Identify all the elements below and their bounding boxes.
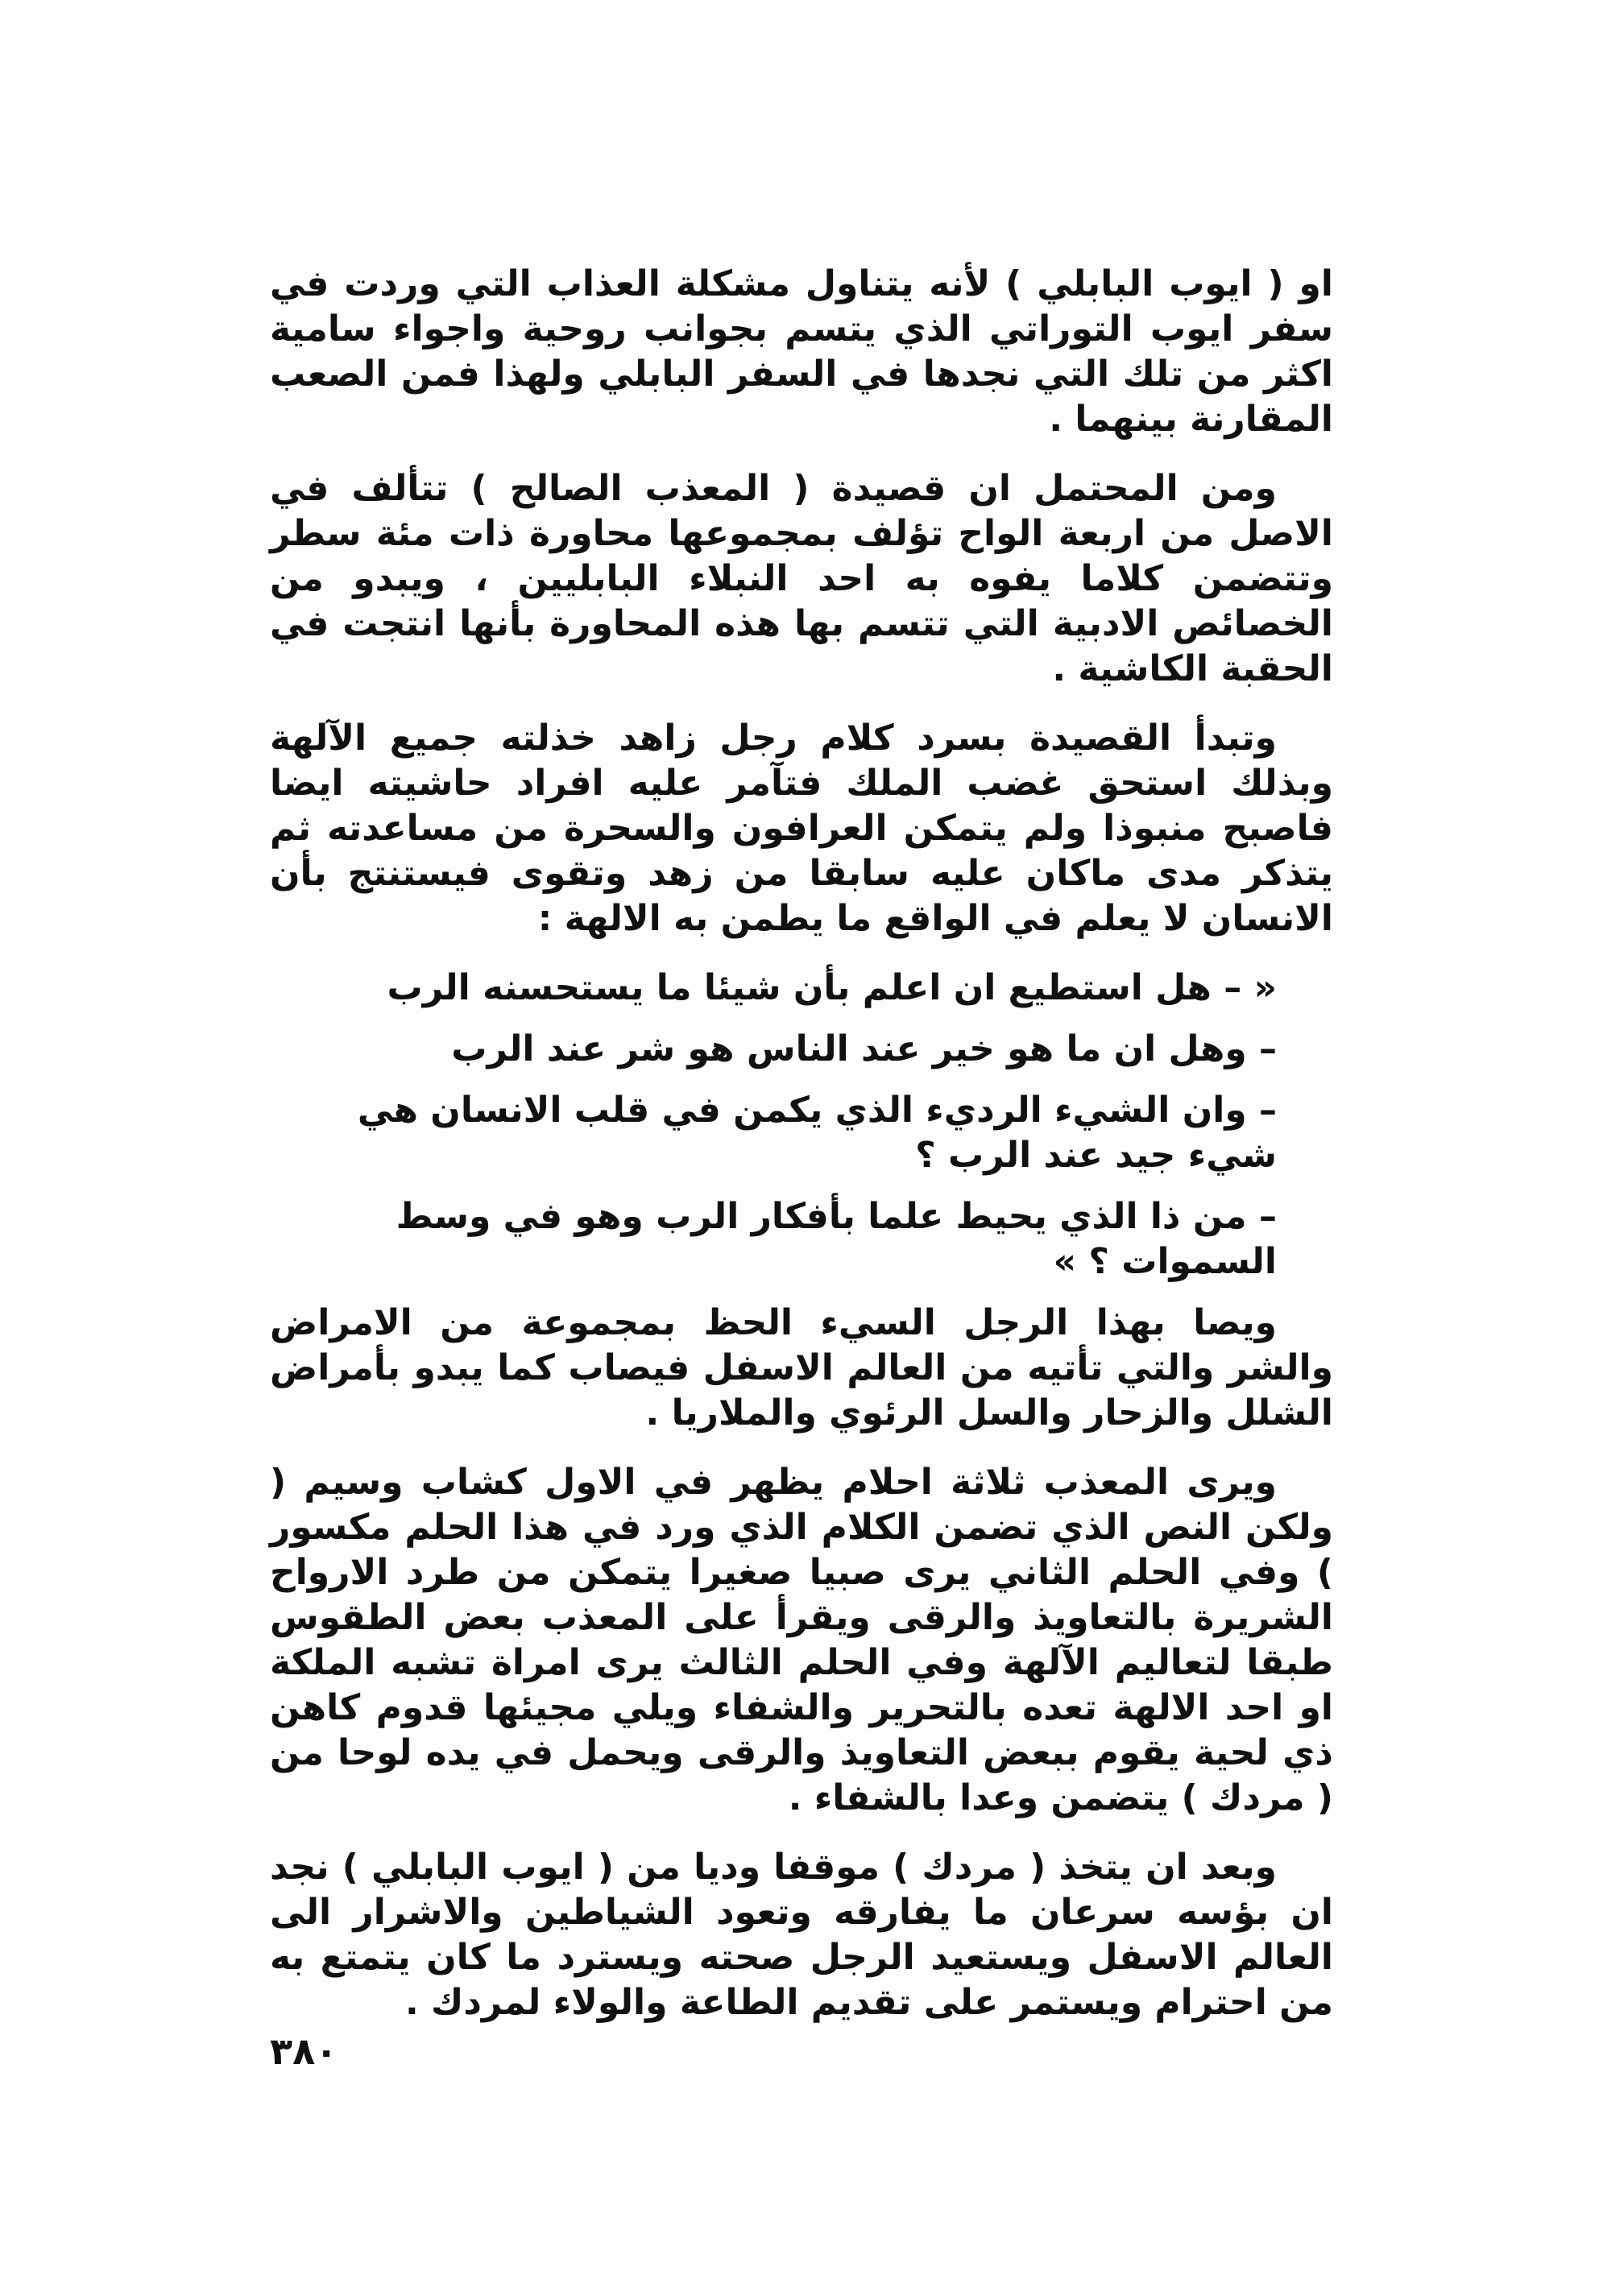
paragraph-1: او ( ايوب البابلي ) لأنه يتناول مشكلة العذاب التي وردت في سفر ايوب التوراتي الذي يتسم بجوانب روحية واجواء سامية اكثر من تلك التي نجدها في السفر البابلي ولهذا فمن الصعب المقارنة بينهما .: [270, 263, 1333, 440]
paragraph-6: وبعد ان يتخذ ( مردك ) موقفا وديا من ( ايوب البابلي ) نجد ان بؤسه سرعان ما يفارقه وتعود الشياطين والاشرار الى العالم الاسفل ويستعيد الرجل صحته ويسترد ما كان يتمتع به من احترام ويستمر على تقديم الطاعة والولاء لمردك .: [270, 1847, 1333, 2023]
verse-4: – من ذا الذي يحيط علما بأفكار الرب وهو في وسط السموات ؟ »: [396, 1196, 1277, 1282]
verse-1: « – هل استطيع ان اعلم بأن شيئا ما يستحسنه الرب: [387, 967, 1277, 1008]
paragraph-4: ويصا بهذا الرجل السيء الحظ بمجموعة من الامراض والشر والتي تأتيه من العالم الاسفل فيصاب كما يبدو بأمراض الشلل والزحار والسل الرئوي والملاريا .: [270, 1302, 1333, 1433]
verse-2: – وهل ان ما هو خير عند الناس هو شر عند الرب: [451, 1028, 1277, 1069]
verse-3: – وان الشيء الرديء الذي يكمن في قلب الانسان هي شيء جيد عند الرب ؟: [357, 1090, 1277, 1176]
page-number: ٣٨٠: [270, 2029, 338, 2073]
paragraph-3: وتبدأ القصيدة بسرد كلام رجل زاهد خذلته جميع الآلهة وبذلك استحق غضب الملك فتآمر عليه افراد حاشيته ايضا فاصبح منبوذا ولم يتمكن العرافون والسحرة من مساعدته ثم يتذكر مدى ماكان عليه سابقا من زهد وتقوى فيستنتج بأن الانسان لا يعلم في الواقع ما يطمن به الالهة :: [270, 718, 1333, 939]
paragraph-2: ومن المحتمل ان قصيدة ( المعذب الصالح ) تتألف في الاصل من اربعة الواح تؤلف بمجموعها محاورة ذات مئة سطر وتتضمن كلاما يفوه به احد النبلاء البابليين ، ويبدو من الخصائص الادبية التي تتسم بها هذه المحاورة بأنها انتجت في الحقبة الكاشية .: [270, 468, 1333, 689]
text-body: [270, 262, 1333, 2050]
paragraph-5: ويرى المعذب ثلاثة احلام يظهر في الاول كشاب وسيم ( ولكن النص الذي تضمن الكلام الذي ورد في هذا الحلم مكسور ) وفي الحلم الثاني يرى صبيا صغيرا يتمكن من طرد الارواح الشريرة بالتعاويذ والرقى ويقرأ على المعذب بعض الطقوس طبقا لتعاليم الآلهة وفي الحلم الثالث يرى امراة تشبه الملكة او احد الالهة تعده بالتحرير والشفاء ويلي مجيئها قدوم كاهن ذي لحية يقوم ببعض التعاويذ والرقى ويحمل في يده لوحا من ( مردك ) يتضمن وعدا بالشفاء .: [270, 1462, 1333, 1818]
